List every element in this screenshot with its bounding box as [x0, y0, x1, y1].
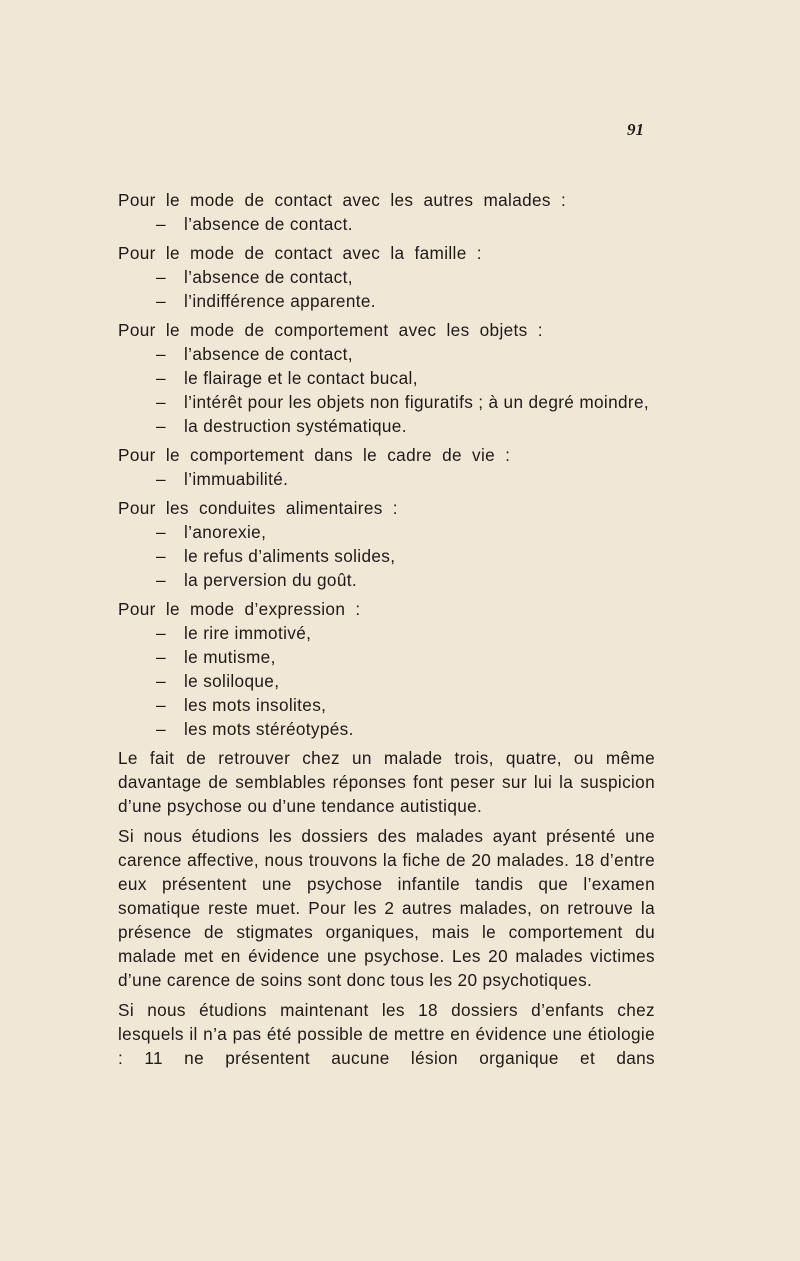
list-item: – la destruction systématique.	[156, 416, 407, 436]
list-item: – les mots insolites,	[156, 695, 327, 715]
section-conduites-alimentaires	[118, 496, 655, 592]
section-heading: Pour le mode d’expression :	[118, 599, 361, 619]
section-heading: Pour le comportement dans le cadre de vie :	[118, 445, 511, 465]
section-comportement-objets	[118, 318, 655, 438]
list-item: – l’absence de contact.	[156, 214, 353, 234]
list-item: – l’absence de contact,	[156, 267, 353, 287]
section-heading: Pour le mode de comportement avec les objets :	[118, 320, 543, 340]
page-number: 91	[627, 120, 644, 139]
list-item: – l’absence de contact,	[156, 344, 353, 364]
paragraph: Si nous étudions les dossiers des malades ayant présenté une carence affective, nous trouvons la fiche de 20 malades. 18 d’entre eux présentent une psychose infantile tandis que l’examen somatique reste muet. Pour les 2 autres malades, on retrouve la présence de stigmates organiques, mais le comportement du malade met en évidence une psychose. Les 20 malades victimes d’une carence de soins sont donc tous les 20 psychotiques.	[118, 826, 655, 990]
list-item: – la perversion du goût.	[156, 570, 357, 590]
paragraph: Si nous étudions maintenant les 18 dossiers d’enfants chez lesquels il n’a pas été possible de mettre en évidence une étiologie : 11 ne présentent aucune lésion organique et dans	[118, 1000, 655, 1068]
list-item: – le flairage et le contact bucal,	[156, 368, 418, 388]
list-item: – l’indifférence apparente.	[156, 291, 376, 311]
section-contact-famille	[118, 241, 655, 313]
list-item: – le rire immotivé,	[156, 623, 312, 643]
list-item: – l’intérêt pour les objets non figuratifs ; à un degré moindre,	[156, 392, 650, 412]
list-item: – les mots stéréotypés.	[156, 719, 354, 739]
section-heading: Pour le mode de contact avec la famille :	[118, 243, 482, 263]
page-body	[118, 188, 655, 1070]
section-heading: Pour le mode de contact avec les autres malades :	[118, 190, 567, 210]
section-heading: Pour les conduites alimentaires :	[118, 498, 398, 518]
list-item: – le mutisme,	[156, 647, 276, 667]
list-item: – l’anorexie,	[156, 522, 267, 542]
list-item: – le soliloque,	[156, 671, 280, 691]
section-contact-malades	[118, 188, 655, 236]
section-cadre-de-vie	[118, 443, 655, 491]
section-mode-expression	[118, 597, 655, 741]
list-item: – l’immuabilité.	[156, 469, 289, 489]
list-item: – le refus d’aliments solides,	[156, 546, 396, 566]
paragraph: Le fait de retrouver chez un malade trois, quatre, ou même davantage de semblables réponses font peser sur lui la suspicion d’une psychose ou d’une tendance autistique.	[118, 748, 655, 816]
